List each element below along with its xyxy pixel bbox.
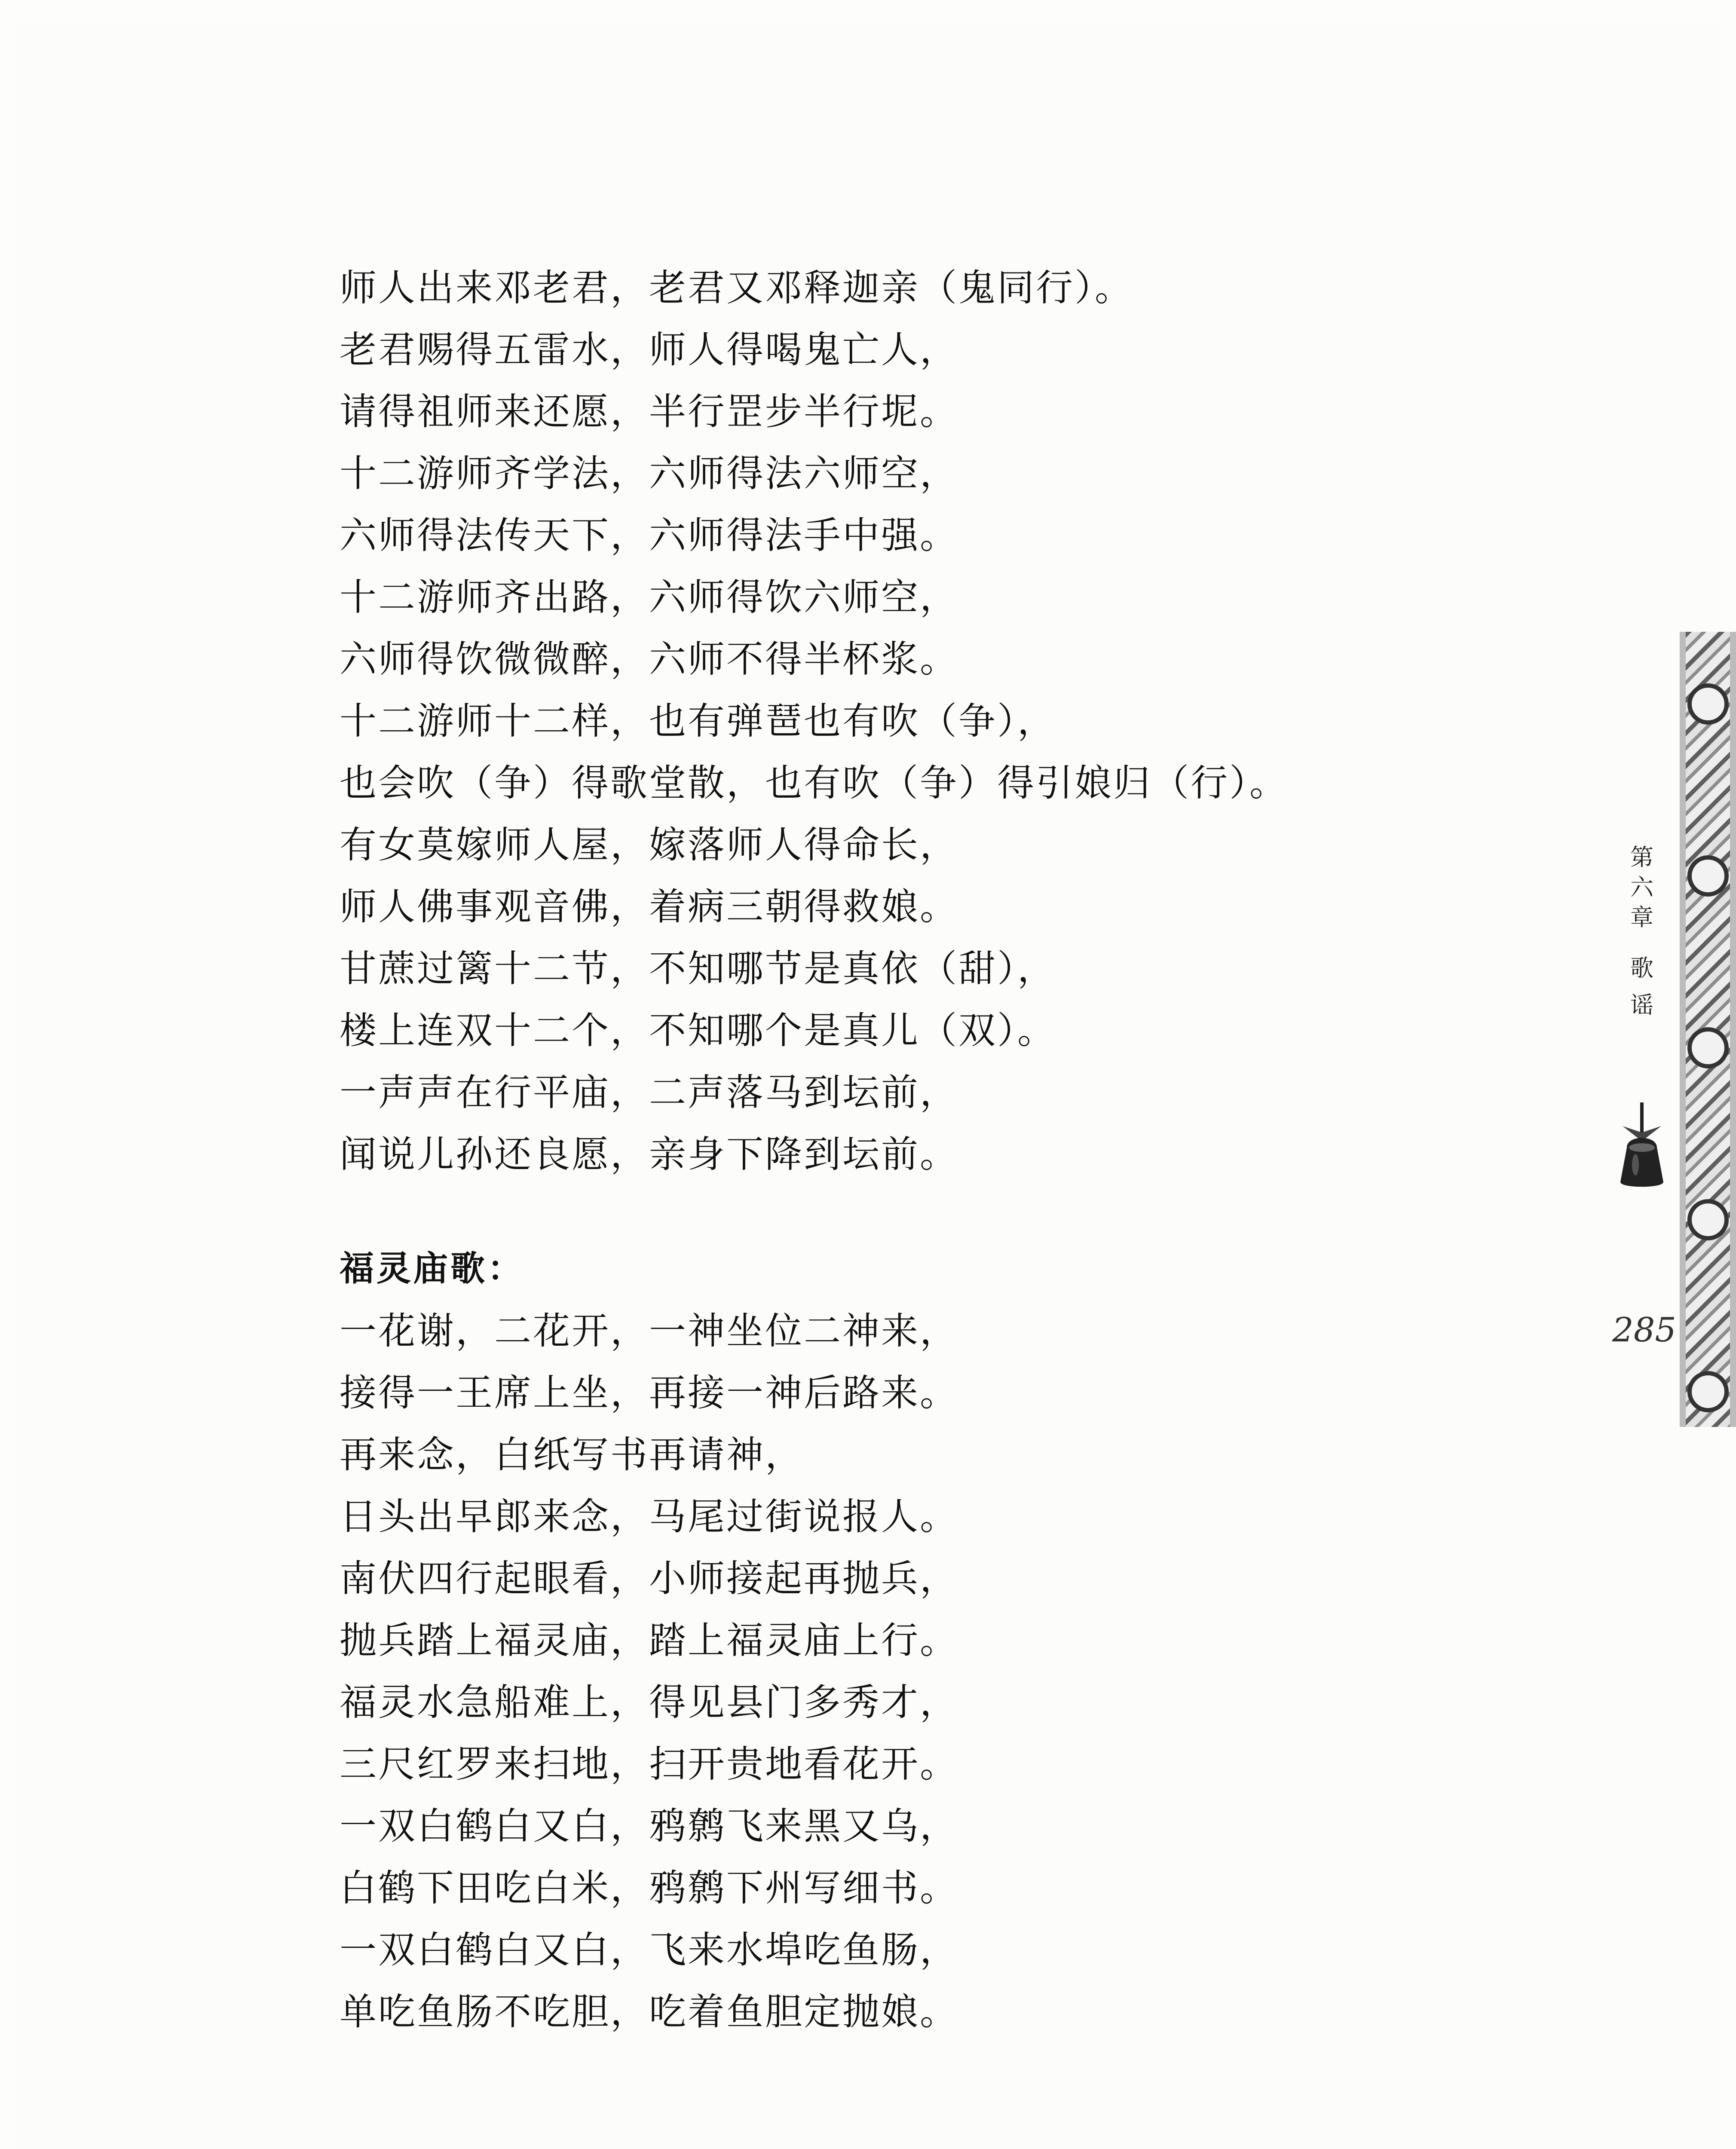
poem-line: 十二游师齐出路，六师得饮六师空，	[340, 576, 958, 619]
scroll-ornament	[1687, 1199, 1729, 1240]
poem-line: 一花谢，二花开，一神坐位二神来，	[340, 1310, 958, 1353]
poem-block-1	[340, 257, 1414, 1185]
poem-line: 一双白鹤白又白，鸦鹩飞来黑又乌，	[340, 1805, 958, 1848]
poem-line: 十二游师齐学法，六师得法六师空，	[340, 452, 958, 495]
poem-line: 日头出早郎来念，马尾过街说报人。	[340, 1495, 958, 1538]
chapter-label	[1620, 842, 1663, 933]
poem-line: 甘蔗过篱十二节，不知哪节是真依（甜），	[340, 947, 1056, 990]
chapter-name-char: 歌	[1630, 955, 1653, 982]
poem-line: 南伏四行起眼看，小师接起再抛兵，	[340, 1557, 958, 1600]
poem-line: 请得祖师来还愿，半行罡步半行坭。	[340, 390, 958, 433]
poem-line: 福灵水急船难上，得见县门多秀才，	[340, 1681, 958, 1724]
poem-line: 六师得饮微微醉，六师不得半杯浆。	[340, 638, 958, 681]
poem-line: 楼上连双十二个，不知哪个是真儿（双）。	[340, 1009, 1056, 1052]
poem-line: 师人佛事观音佛，着病三朝得救娘。	[340, 885, 958, 928]
poem-line: 有女莫嫁师人屋，嫁落师人得命长，	[340, 823, 958, 866]
scroll-ornament	[1687, 1371, 1729, 1412]
decorative-border	[1680, 632, 1736, 1427]
chapter-label-char: 章	[1630, 904, 1653, 931]
chapter-label-char: 第	[1630, 844, 1653, 871]
section-title: 福灵庙歌：	[340, 1249, 524, 1289]
chapter-name	[1620, 950, 1663, 1024]
poem-line: 师人出来邓老君，老君又邓释迦亲（鬼同行）。	[340, 266, 1133, 309]
poem-line: 一双白鹤白又白，飞来水埠吃鱼肠，	[340, 1929, 958, 1971]
poem-line: 也会吹（争）得歌堂散，也有吹（争）得引娘归（行）。	[340, 762, 1288, 805]
scroll-ornament	[1687, 855, 1729, 897]
poem-line: 单吃鱼肠不吃胆，吃着鱼胆定抛娘。	[340, 1990, 958, 2033]
poem-line: 十二游师十二样，也有弹琶也有吹（争），	[340, 700, 1056, 743]
poem-line: 老君赐得五雷水，师人得喝鬼亡人，	[340, 328, 958, 371]
page-number: 285	[1612, 1311, 1676, 1350]
chapter-label-char: 六	[1630, 874, 1653, 901]
poem-line: 抛兵踏上福灵庙，踏上福灵庙上行。	[340, 1619, 958, 1662]
poem-block-2	[340, 1300, 1414, 2043]
poem-line: 三尺红罗来扫地，扫开贵地看花开。	[340, 1743, 958, 1786]
poem-line: 再来念，白纸写书再请神，	[340, 1433, 804, 1476]
chapter-name-char: 谣	[1630, 992, 1653, 1019]
poem-line: 闻说儿孙还良愿，亲身下降到坛前。	[340, 1133, 958, 1176]
poem-line: 白鹤下田吃白米，鸦鹩下州写细书。	[340, 1867, 958, 1910]
bell-icon	[1610, 1100, 1674, 1195]
poem-line: 六师得法传天下，六师得法手中强。	[340, 514, 958, 557]
poem-line: 接得一王席上坐，再接一神后路来。	[340, 1371, 958, 1414]
scroll-ornament	[1687, 683, 1729, 725]
scroll-ornament	[1687, 1027, 1729, 1068]
poem-line: 一声声在行平庙，二声落马到坛前，	[340, 1071, 958, 1114]
